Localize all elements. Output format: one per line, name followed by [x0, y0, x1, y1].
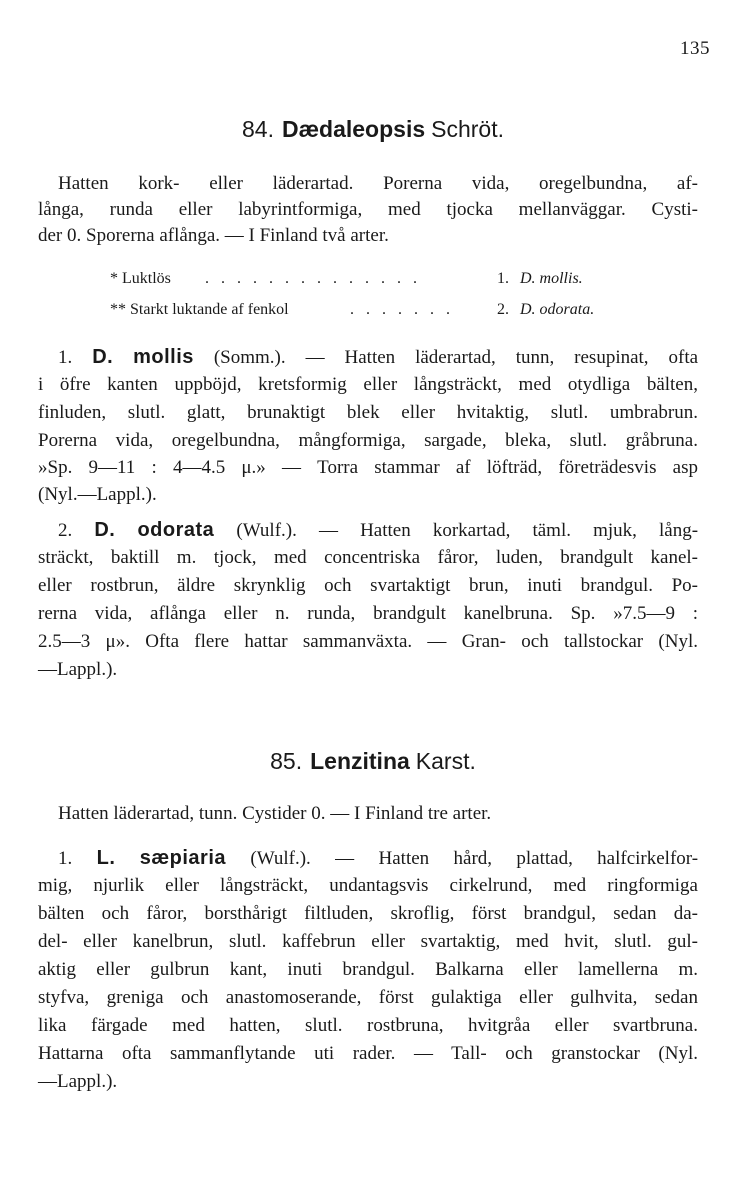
species-genus-abbr: D.	[92, 346, 114, 368]
species-text: — Hatten korkartad, täml. mjuk, lång-	[318, 520, 699, 541]
species-genus-abbr: D.	[94, 519, 116, 541]
paragraph-line: bälten och fåror, borsthårigt filtluden, skroflig, först brandgul, sedan da-	[38, 903, 698, 924]
paragraph-line: del- eller kanelbrun, slutl. kaffebrun eller svartaktig, med hvit, slutl. gul-	[38, 931, 698, 952]
species-number: 2.	[58, 520, 73, 541]
paragraph-line: —Lappl.).	[38, 659, 118, 680]
key-row	[0, 270, 746, 294]
paragraph-line: Hatten kork- eller läderartad. Porerna vida, oregelbundna, af-	[58, 173, 698, 194]
genus-author: Schröt.	[431, 116, 504, 142]
species-epithet: sæpiaria	[139, 847, 227, 869]
paragraph-line: 2.5—3 μ». Ofta flere hattar sammanväxta. — Gran- och tallstockar (Nyl.	[38, 631, 698, 652]
paragraph-line: långa, runda eller labyrintformiga, med tjocka mellanväggar. Cysti-	[38, 199, 698, 220]
key-result: D. odorata.	[520, 301, 595, 318]
key-dots: . . . . . . .	[350, 301, 454, 318]
section-85-heading	[0, 748, 746, 775]
species-author: (Wulf.).	[236, 520, 297, 541]
section-84-heading	[0, 116, 746, 143]
section-number: 84.	[241, 116, 274, 142]
species-number: 1.	[58, 347, 73, 368]
paragraph-line: Hattarna ofta sammanflytande uti rader. — Tall- och granstockar (Nyl.	[38, 1043, 698, 1064]
paragraph-line: —Lappl.).	[38, 1071, 118, 1092]
paragraph-line: rerna vida, aflånga eller n. runda, brandgult kanelbruna. Sp. »7.5—9 :	[38, 603, 698, 624]
key-label: * Luktlös	[110, 270, 171, 287]
species-text: — Hatten hård, plattad, halfcirkelfor-	[335, 848, 699, 869]
species-entry-first-line	[58, 344, 698, 371]
paragraph-line: mig, njurlik eller långsträckt, undantagsvis cirkelrund, med ringformiga	[38, 875, 698, 896]
paragraph-line: lika färgade med hatten, slutl. rostbruna, hvitgråa eller svartbruna.	[38, 1015, 698, 1036]
section-number: 85.	[270, 748, 303, 774]
paragraph-line: styfva, greniga och anastomoserande, först gulaktiga eller gulhvita, sedan	[38, 987, 698, 1008]
paragraph-line: (Nyl.—Lappl.).	[38, 484, 157, 505]
species-number: 1.	[58, 848, 73, 869]
key-number: 2.	[497, 301, 509, 318]
paragraph-line: der 0. Sporerna aflånga. — I Finland två arter.	[38, 225, 389, 246]
paragraph-line: »Sp. 9—11 : 4—4.5 μ.» — Torra stammar af löfträd, företrädesvis asp	[38, 457, 698, 478]
species-epithet: odorata	[137, 519, 215, 541]
genus-name: Lenzitina	[310, 748, 410, 774]
species-author: (Somm.).	[213, 347, 286, 368]
paragraph-line: sträckt, baktill m. tjock, med concentriska fåror, luden, brandgult kanel-	[38, 547, 698, 568]
paragraph-line: finluden, slutl. glatt, brunaktigt blek eller hvitaktig, slutl. umbrabrun.	[38, 402, 698, 423]
genus-author: Karst.	[415, 748, 476, 774]
key-label: ** Starkt luktande af fenkol	[110, 301, 289, 318]
paragraph-line: Porerna vida, oregelbundna, mångformiga, sargade, bleka, slutl. gråbruna.	[38, 430, 698, 451]
species-epithet: mollis	[133, 346, 194, 368]
paragraph-line: eller rostbrun, äldre skrynklig och svartaktigt brun, inuti brandgul. Po-	[38, 575, 698, 596]
paragraph-line: i öfre kanten uppböjd, kretsformig eller långsträckt, med otydliga bälten,	[38, 374, 698, 395]
species-entry-first-line	[58, 517, 698, 544]
species-genus-abbr: L.	[96, 847, 116, 869]
key-dots: . . . . . . . . . . . . . .	[205, 270, 421, 287]
species-author: (Wulf.).	[250, 848, 311, 869]
page-number: 135	[680, 38, 710, 59]
key-row	[0, 301, 746, 325]
species-entry-first-line	[58, 845, 698, 872]
paragraph-line: Hatten läderartad, tunn. Cystider 0. — I Finland tre arter.	[58, 803, 492, 824]
key-number: 1.	[497, 270, 509, 287]
paragraph-line: aktig eller gulbrun kant, inuti brandgul. Balkarna eller lamellerna m.	[38, 959, 698, 980]
species-text: — Hatten läderartad, tunn, resupinat, ofta	[305, 347, 699, 368]
genus-name: Dædaleopsis	[281, 116, 426, 142]
key-result: D. mollis.	[520, 270, 583, 287]
